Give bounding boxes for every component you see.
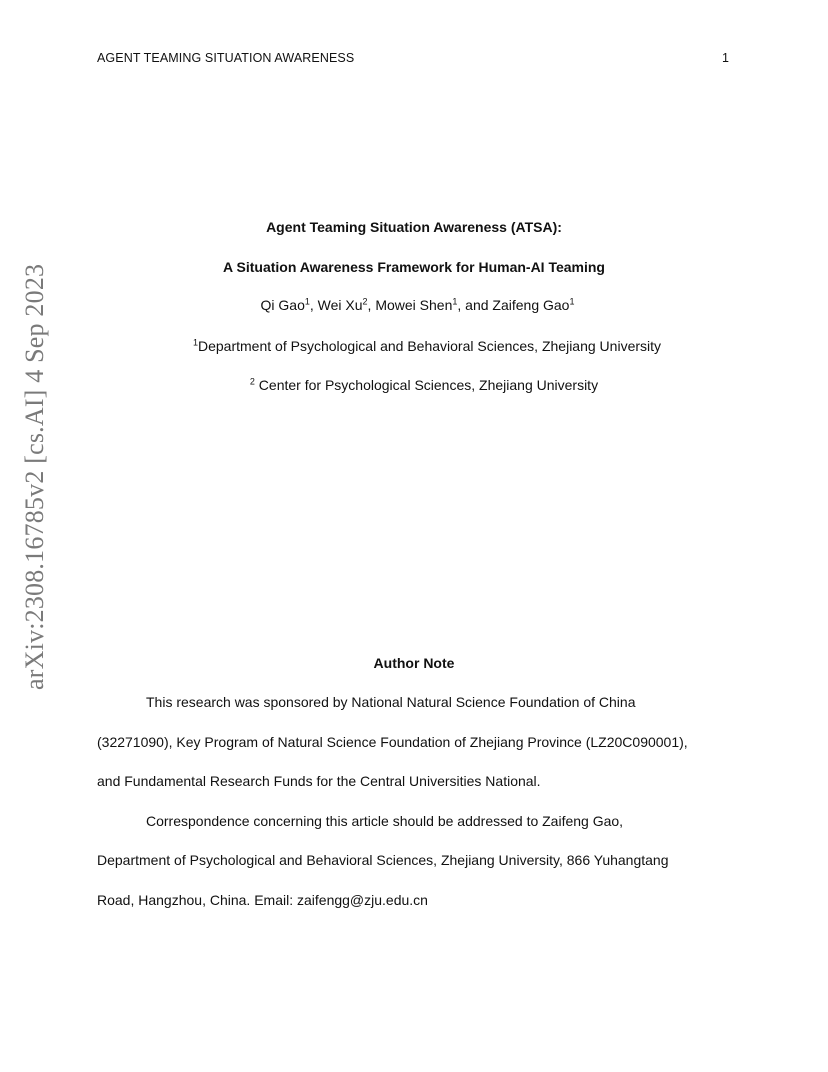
title-line-1: Agent Teaming Situation Awareness (ATSA): (266, 219, 562, 235)
author-note-heading: Author Note (373, 655, 455, 671)
author-name: Mowei Shen (375, 297, 453, 313)
page-number: 1 (722, 51, 729, 65)
author-note-line: and Fundamental Research Funds for the Central Universities National. (97, 773, 541, 789)
author-separator: , and (457, 297, 493, 313)
author-note-line: Road, Hangzhou, China. Email: zaifengg@zju.edu.cn (97, 892, 428, 908)
author-affiliation-mark: 1 (569, 296, 575, 307)
affiliation-number: 1 (192, 337, 198, 348)
author-note-line: Correspondence concerning this article should be addressed to Zaifeng Gao, (146, 813, 624, 829)
author-separator: , (367, 297, 376, 313)
author-note-line: Department of Psychological and Behavioral Sciences, Zhejiang University, 866 Yuhangtang (97, 852, 669, 868)
affiliation-2 (0, 377, 828, 393)
title-line-2: A Situation Awareness Framework for Human-AI Teaming (223, 259, 605, 275)
author-note-line: (32271090), Key Program of Natural Science Foundation of Zhejiang Province (LZ20C090001), (97, 734, 688, 750)
author-name: Qi Gao (260, 297, 305, 313)
author-affiliation-mark: 2 (362, 296, 368, 307)
author-note-line: This research was sponsored by National Natural Science Foundation of China (146, 694, 636, 710)
author-name: Wei Xu (317, 297, 363, 313)
author-affiliation-mark: 1 (452, 296, 458, 307)
author-list (0, 297, 828, 313)
running-head: AGENT TEAMING SITUATION AWARENESS (97, 51, 355, 65)
author-affiliation-mark: 1 (304, 296, 310, 307)
affiliation-text: Center for Psychological Sciences, Zhejiang University (254, 377, 599, 393)
affiliation-text: Department of Psychological and Behavioral Sciences, Zhejiang University (198, 338, 662, 354)
author-name: Zaifeng Gao (492, 297, 570, 313)
author-separator: , (309, 297, 318, 313)
affiliation-1 (0, 338, 828, 354)
arxiv-identifier-stamp: arXiv:2308.16785v2 [cs.AI] 4 Sep 2023 (20, 263, 49, 690)
affiliation-number: 2 (249, 376, 255, 387)
